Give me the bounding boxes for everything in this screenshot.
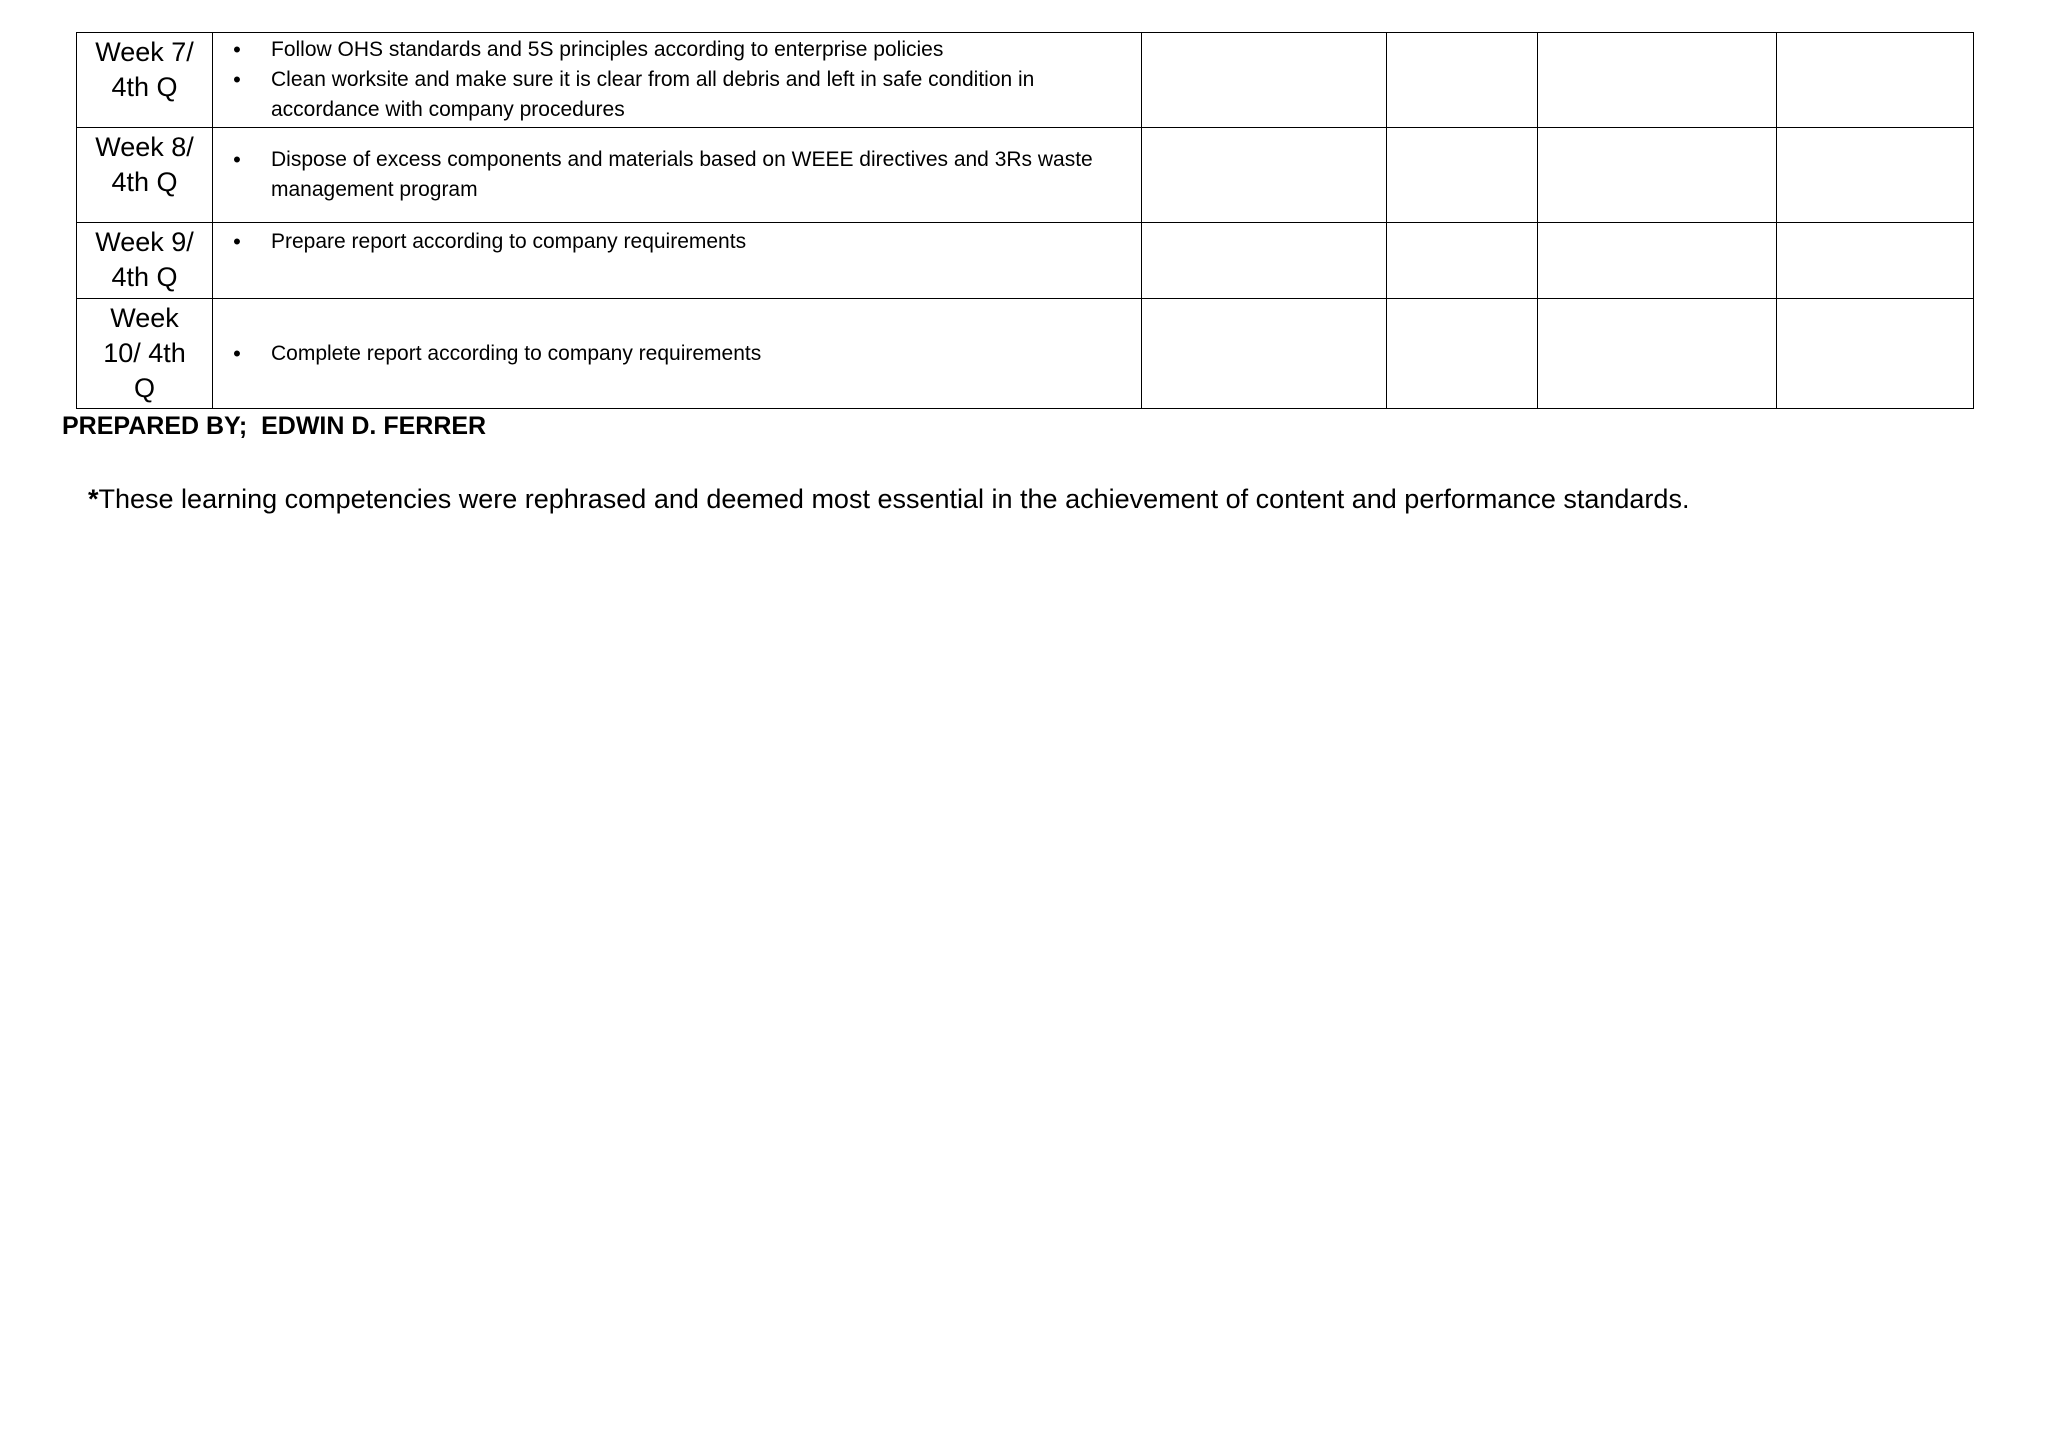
week-cell [77,128,213,223]
table-row [77,33,1974,128]
empty-cell [1387,33,1538,128]
competency-cell [213,33,1142,128]
competency-list [213,145,1141,205]
bullet-icon: • [233,67,241,92]
bullet-icon: • [233,229,241,254]
week-cell [77,33,213,128]
competency-text: Follow OHS standards and 5S principles according to enterprise policies [271,38,944,61]
footnote-marker: * [88,484,99,514]
week-label: Week 8/ 4th Q [95,132,194,197]
empty-cell [1387,128,1538,223]
empty-cell [1538,299,1777,409]
competency-cell [213,223,1142,299]
empty-cell [1777,223,1974,299]
empty-cell [1538,223,1777,299]
competency-text: Dispose of excess components and materials based on WEEE directives and 3Rs waste management program [271,148,1093,201]
footnote-text: These learning competencies were rephrased and deemed most essential in the achievement of content and performance standards. [98,484,1690,514]
prepared-by-line: PREPARED BY; EDWIN D. FERRER [62,412,487,440]
week-cell [77,299,213,409]
bullet-icon: • [233,147,241,172]
competency-text: Clean worksite and make sure it is clear from all debris and left in safe condition in accordance with company procedures [271,68,1035,121]
table-row [77,223,1974,299]
week-label: Week 9/ 4th Q [95,227,194,292]
competency-list [213,35,1141,125]
table-row [77,299,1974,409]
footnote [88,484,1689,515]
week-label: Week 7/ 4th Q [95,37,194,102]
week-cell [77,223,213,299]
list-item [213,339,1141,369]
empty-cell [1538,128,1777,223]
empty-cell [1538,33,1777,128]
empty-cell [1387,299,1538,409]
empty-cell [1142,299,1387,409]
empty-cell [1142,128,1387,223]
week-label: Week 10/ 4th Q [103,303,186,403]
bullet-icon: • [233,37,241,62]
bullet-icon: • [233,340,241,366]
competency-list [213,339,1141,369]
list-item [213,145,1141,205]
empty-cell [1142,33,1387,128]
empty-cell [1387,223,1538,299]
list-item [213,227,1141,257]
competency-text: Complete report according to company requirements [271,341,762,365]
competency-cell [213,299,1142,409]
empty-cell [1142,223,1387,299]
empty-cell [1777,299,1974,409]
empty-cell [1777,33,1974,128]
table-row [77,128,1974,223]
competency-cell [213,128,1142,223]
learning-plan-table [76,32,1974,409]
list-item [213,35,1141,65]
competency-text: Prepare report according to company requirements [271,230,747,253]
list-item [213,65,1141,125]
empty-cell [1777,128,1974,223]
competency-list [213,227,1141,257]
